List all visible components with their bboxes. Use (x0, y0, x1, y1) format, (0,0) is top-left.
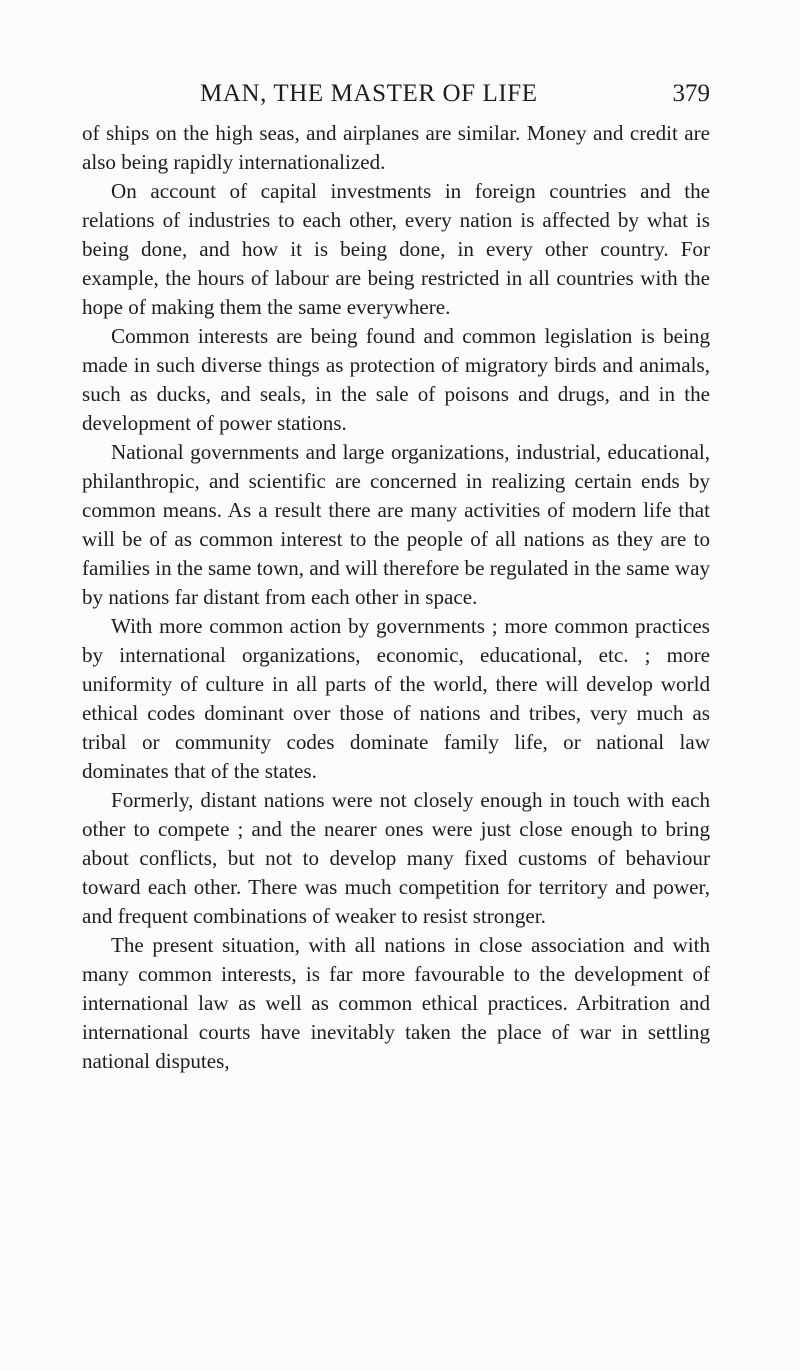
running-title: MAN, THE MASTER OF LIFE (200, 80, 538, 107)
paragraph: The present situation, with all nations in close association and with many common interests, is far more favourable to the development of international law as well as common ethical practices. Arbitration and international courts have inevitably taken the place of war in settling national disputes, (82, 933, 710, 1073)
page-number: 379 (672, 80, 710, 107)
paragraph: Common interests are being found and common legislation is being made in such diverse things as protection of migratory birds and animals, such as ducks, and seals, in the sale of poisons and drugs, and in the development of power stations. (82, 324, 710, 435)
paragraph: With more common action by governments ; more common practices by international organizations, economic, educational, etc. ; more uniformity of culture in all parts of the world, there will develop world ethical codes dominant over those of nations and tribes, very much as tribal or community codes dominate family life, or national law dominates that of the states. (82, 614, 710, 783)
running-head (82, 78, 710, 110)
paragraph: National governments and large organizations, industrial, educational, philanthropic, and scientific are concerned in realizing certain ends by common means. As a result there are many activities of modern life that will be of as common interest to the people of all nations as they are to families in the same town, and will therefore be regulated in the same way by nations far distant from each other in space. (82, 440, 710, 609)
paragraph: Formerly, distant nations were not closely enough in touch with each other to compete ; and the nearer ones were just close enough to bring about conflicts, but not to develop many fixed customs of behaviour toward each other. There was much competition for territory and power, and frequent combinations of weaker to resist stronger. (82, 788, 710, 928)
paragraph-continued: of ships on the high seas, and airplanes are similar. Money and credit are also being rapidly internationalized. (82, 121, 710, 174)
body-text (82, 119, 710, 1076)
paragraph: On account of capital investments in foreign countries and the relations of industries to each other, every nation is affected by what is being done, and how it is being done, in every other country. For example, the hours of labour are being restricted in all countries with the hope of making them the same everywhere. (82, 179, 710, 319)
